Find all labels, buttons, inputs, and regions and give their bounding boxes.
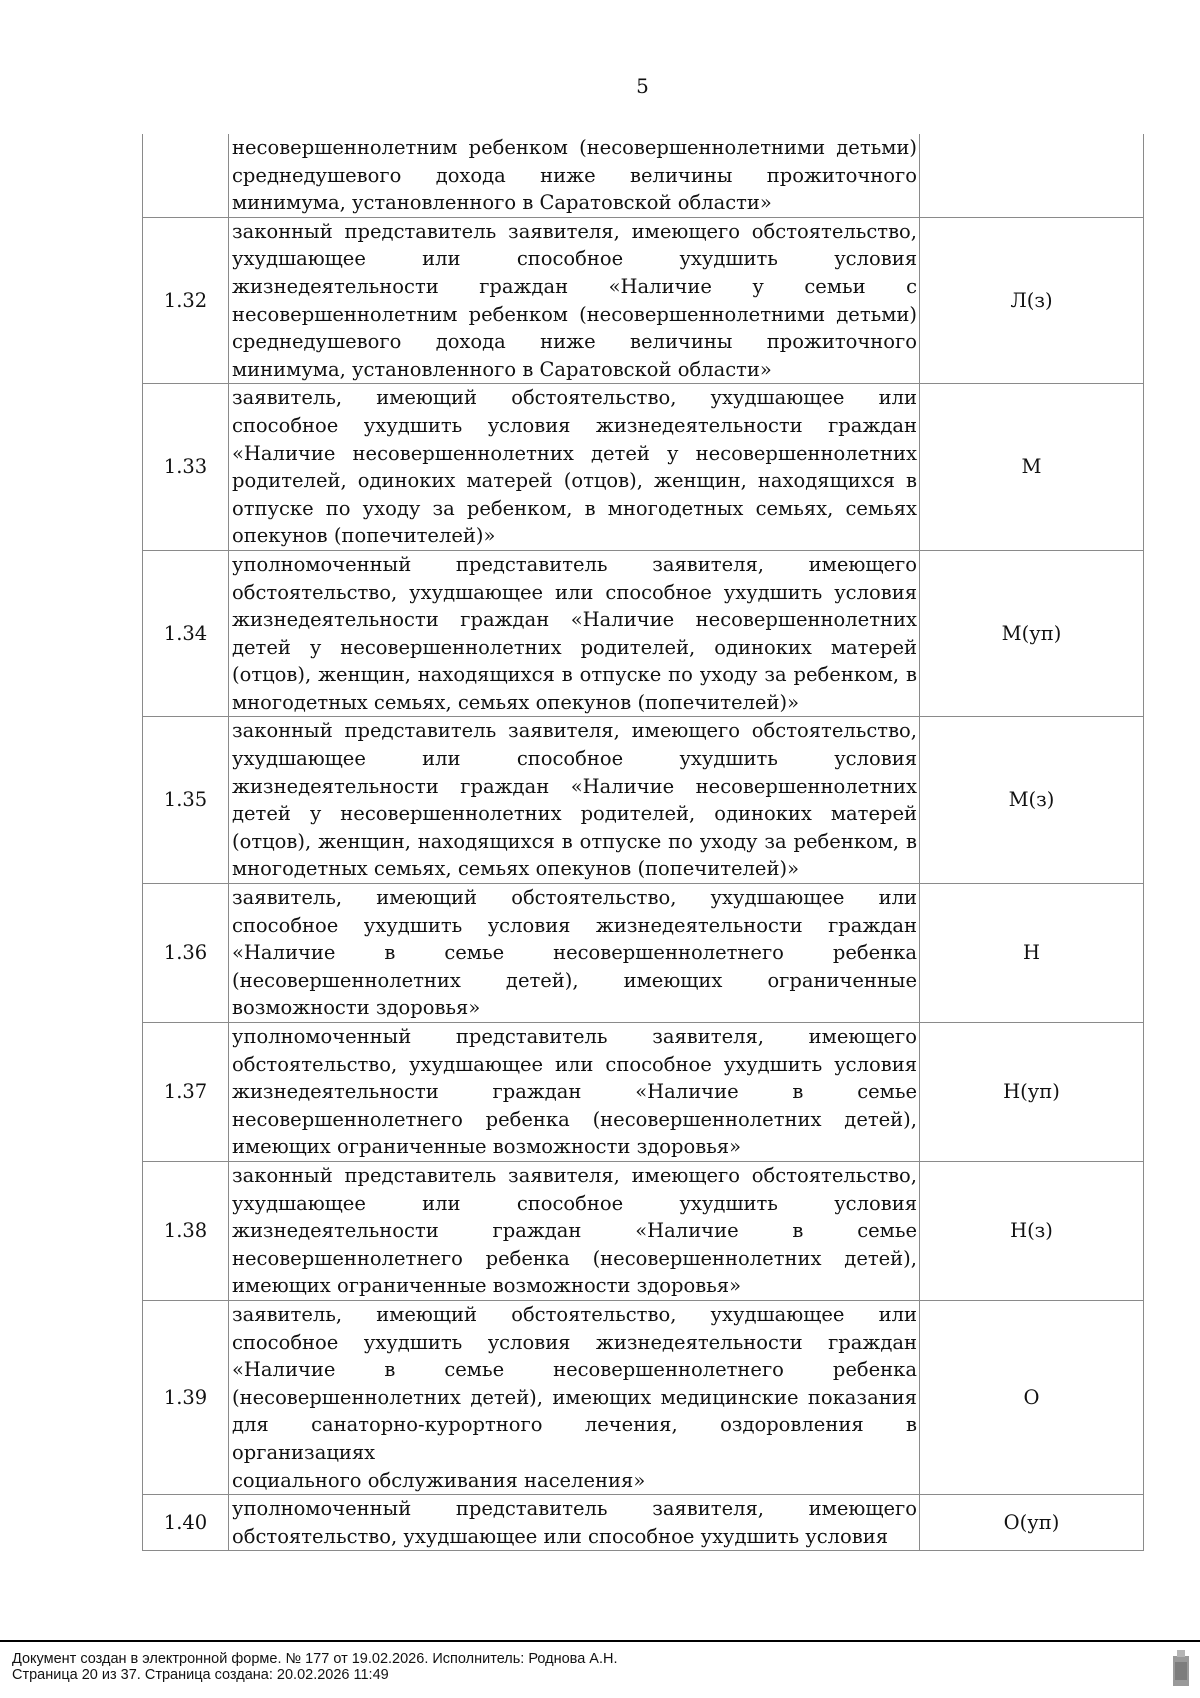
table-row bbox=[143, 1023, 1144, 1162]
description-line: минимума, установленного в Саратовской области» bbox=[232, 191, 772, 215]
description-line: заявитель, имеющий обстоятельство, ухудшающее или bbox=[232, 1302, 917, 1326]
row-description bbox=[229, 1495, 920, 1551]
table-row bbox=[143, 717, 1144, 884]
table-row bbox=[143, 217, 1144, 384]
row-code: Л(з) bbox=[920, 217, 1144, 384]
description-line: несовершеннолетним ребенком (несовершеннолетними детьми) bbox=[232, 136, 917, 159]
table-row bbox=[143, 550, 1144, 717]
description-line: «Наличие несовершеннолетних детей у несовершеннолетних bbox=[232, 441, 917, 465]
row-number: 1.36 bbox=[143, 884, 229, 1023]
page-number: 5 bbox=[636, 74, 649, 98]
row-code: О bbox=[920, 1300, 1144, 1494]
table-row bbox=[143, 1300, 1144, 1494]
description-line: ухудшающее или способное ухудшить условия bbox=[232, 1191, 917, 1215]
description-line: родителей, одиноких матерей (отцов), женщин, находящихся в bbox=[232, 469, 917, 493]
row-description bbox=[229, 134, 920, 217]
description-line: детей у несовершеннолетних родителей, одиноких матерей bbox=[232, 635, 917, 659]
table-row bbox=[143, 134, 1144, 217]
description-line: имеющих ограниченные возможности здоровья» bbox=[232, 1135, 742, 1159]
description-line: детей у несовершеннолетних родителей, одиноких матерей bbox=[232, 802, 917, 826]
description-line: жизнедеятельности граждан «Наличие в семье bbox=[232, 1080, 917, 1104]
description-line: уполномоченный представитель заявителя, имеющего bbox=[232, 552, 917, 576]
description-line: законный представитель заявителя, имеющего обстоятельство, bbox=[232, 219, 917, 243]
description-line: заявитель, имеющий обстоятельство, ухудшающее или bbox=[232, 386, 917, 410]
row-code: М(з) bbox=[920, 717, 1144, 884]
row-description bbox=[229, 217, 920, 384]
row-code: Н(уп) bbox=[920, 1023, 1144, 1162]
row-number bbox=[143, 134, 229, 217]
row-code: М bbox=[920, 384, 1144, 551]
row-description bbox=[229, 1300, 920, 1494]
description-line: обстоятельство, ухудшающее или способное ухудшить условия bbox=[232, 1524, 889, 1548]
row-code: О(уп) bbox=[920, 1495, 1144, 1551]
description-line: несовершеннолетнего ребенка (несовершеннолетних детей), bbox=[232, 1107, 917, 1131]
description-line: (отцов), женщин, находящихся в отпуске по уходу за ребенком, в bbox=[232, 663, 917, 687]
description-line: многодетных семьях, семьях опекунов (попечителей)» bbox=[232, 857, 800, 881]
row-code: Н bbox=[920, 884, 1144, 1023]
description-line: несовершеннолетним ребенком (несовершеннолетними детьми) bbox=[232, 302, 917, 326]
description-line: заявитель, имеющий обстоятельство, ухудшающее или bbox=[232, 886, 917, 910]
footer-line-1: Документ создан в электронной форме. № 177 от 19.02.2026. Исполнитель: Роднова А.Н. bbox=[12, 1651, 618, 1667]
description-line: жизнедеятельности граждан «Наличие у семьи с bbox=[232, 274, 917, 298]
description-line: несовершеннолетнего ребенка (несовершеннолетних детей), bbox=[232, 1246, 917, 1270]
description-line: жизнедеятельности граждан «Наличие в семье bbox=[232, 1219, 917, 1243]
row-number: 1.32 bbox=[143, 217, 229, 384]
document-footer bbox=[0, 1640, 1200, 1683]
row-code: М(уп) bbox=[920, 550, 1144, 717]
description-line: жизнедеятельности граждан «Наличие несовершеннолетних bbox=[232, 608, 917, 632]
description-line: социального обслуживания населения» bbox=[232, 1468, 646, 1492]
table-row bbox=[143, 384, 1144, 551]
description-line: способное ухудшить условия жизнедеятельности граждан bbox=[232, 913, 917, 937]
row-description bbox=[229, 717, 920, 884]
description-line: отпуске по уходу за ребенком, в многодетных семьях, семьях bbox=[232, 496, 917, 520]
description-line: «Наличие в семье несовершеннолетнего ребенка bbox=[232, 941, 917, 965]
row-code: Н(з) bbox=[920, 1161, 1144, 1300]
row-description bbox=[229, 884, 920, 1023]
row-number: 1.39 bbox=[143, 1300, 229, 1494]
row-description bbox=[229, 384, 920, 551]
table-row bbox=[143, 1495, 1144, 1551]
row-number: 1.33 bbox=[143, 384, 229, 551]
row-number: 1.38 bbox=[143, 1161, 229, 1300]
description-line: для санаторно-курортного лечения, оздоровления в организациях bbox=[232, 1413, 917, 1464]
description-line: минимума, установленного в Саратовской области» bbox=[232, 357, 772, 381]
description-line: «Наличие в семье несовершеннолетнего ребенка bbox=[232, 1358, 917, 1382]
footer-line-2: Страница 20 из 37. Страница создана: 20.02.2026 11:49 bbox=[12, 1667, 389, 1683]
description-line: имеющих ограниченные возможности здоровья» bbox=[232, 1274, 742, 1298]
description-line: законный представитель заявителя, имеющего обстоятельство, bbox=[232, 1163, 917, 1187]
description-line: жизнедеятельности граждан «Наличие несовершеннолетних bbox=[232, 774, 917, 798]
description-line: способное ухудшить условия жизнедеятельности граждан bbox=[232, 413, 917, 437]
description-line: ухудшающее или способное ухудшить условия bbox=[232, 247, 917, 271]
description-line: (несовершеннолетних детей), имеющих медицинские показания bbox=[232, 1385, 917, 1409]
row-description bbox=[229, 1023, 920, 1162]
description-line: возможности здоровья» bbox=[232, 996, 481, 1020]
description-line: законный представитель заявителя, имеющего обстоятельство, bbox=[232, 719, 917, 743]
description-line: уполномоченный представитель заявителя, имеющего bbox=[232, 1025, 917, 1048]
description-line: ухудшающее или способное ухудшить условия bbox=[232, 747, 917, 771]
table-body bbox=[143, 134, 1144, 1551]
description-line: опекунов (попечителей)» bbox=[232, 524, 496, 548]
services-table bbox=[142, 134, 1144, 1551]
description-line: уполномоченный представитель заявителя, имеющего bbox=[232, 1497, 917, 1521]
description-line: (несовершеннолетних детей), имеющих ограниченные bbox=[232, 968, 917, 992]
row-description bbox=[229, 550, 920, 717]
description-line: способное ухудшить условия жизнедеятельности граждан bbox=[232, 1330, 917, 1354]
description-line: обстоятельство, ухудшающее или способное ухудшить условия bbox=[232, 580, 917, 604]
row-number: 1.35 bbox=[143, 717, 229, 884]
description-line: (отцов), женщин, находящихся в отпуске по уходу за ребенком, в bbox=[232, 829, 917, 853]
table-row bbox=[143, 1161, 1144, 1300]
coat-of-arms-icon bbox=[1170, 1648, 1192, 1688]
row-description bbox=[229, 1161, 920, 1300]
description-line: обстоятельство, ухудшающее или способное ухудшить условия bbox=[232, 1052, 917, 1076]
row-code bbox=[920, 134, 1144, 217]
description-line: среднедушевого дохода ниже величины прожиточного bbox=[232, 330, 917, 354]
description-line: многодетных семьях, семьях опекунов (попечителей)» bbox=[232, 690, 800, 714]
description-line: среднедушевого дохода ниже величины прожиточного bbox=[232, 163, 917, 187]
table-row bbox=[143, 884, 1144, 1023]
row-number: 1.34 bbox=[143, 550, 229, 717]
row-number: 1.40 bbox=[143, 1495, 229, 1551]
row-number: 1.37 bbox=[143, 1023, 229, 1162]
